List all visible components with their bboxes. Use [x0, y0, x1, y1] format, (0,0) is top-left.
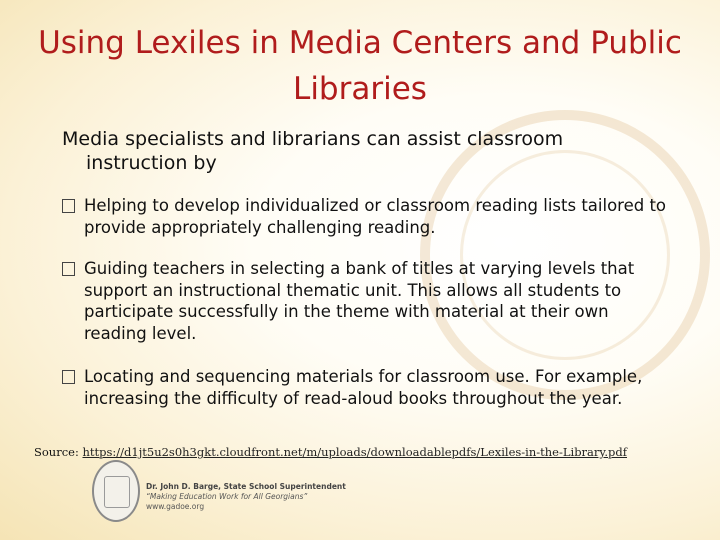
bullet-item-1	[62, 195, 674, 238]
bullet-text: Locating and sequencing materials for classroom use. For example, increasing the difficulty of read-aloud books throughout the year.	[84, 367, 643, 408]
footer-text	[146, 482, 346, 512]
bullet-text: Helping to develop individualized or classroom reading lists tailored to provide appropriately challenging reading.	[84, 196, 667, 237]
source-link[interactable]: https://d1jt5u2s0h3gkt.cloudfront.net/m/uploads/downloadablepdfs/Lexiles-in-the-Library.pdf	[82, 445, 628, 459]
footer-website: www.gadoe.org	[146, 502, 205, 511]
bullet-item-3	[62, 366, 674, 409]
footer-tagline: “Making Education Work for All Georgians”	[146, 492, 308, 501]
bullet-box-icon	[62, 199, 75, 213]
state-seal-logo-icon	[92, 460, 140, 522]
lead-text-content: Media specialists and librarians can assist classroom instruction by	[62, 128, 564, 174]
state-seal-arch-icon	[104, 476, 130, 508]
superintendent-name: Dr. John D. Barge, State School Superintendent	[146, 482, 346, 491]
bullet-box-icon	[62, 262, 75, 276]
source-citation	[34, 444, 694, 460]
source-label: Source:	[34, 445, 79, 459]
slide-title: Using Lexiles in Media Centers and Public Libraries	[38, 25, 682, 107]
lead-text	[62, 127, 646, 175]
footer-branding	[92, 460, 352, 530]
bullet-item-2	[62, 258, 674, 344]
bullet-text: Guiding teachers in selecting a bank of titles at varying levels that support an instructional thematic unit. This allows all students to participate successfully in the theme with material at their own reading level.	[84, 259, 635, 343]
bullet-box-icon	[62, 370, 75, 384]
